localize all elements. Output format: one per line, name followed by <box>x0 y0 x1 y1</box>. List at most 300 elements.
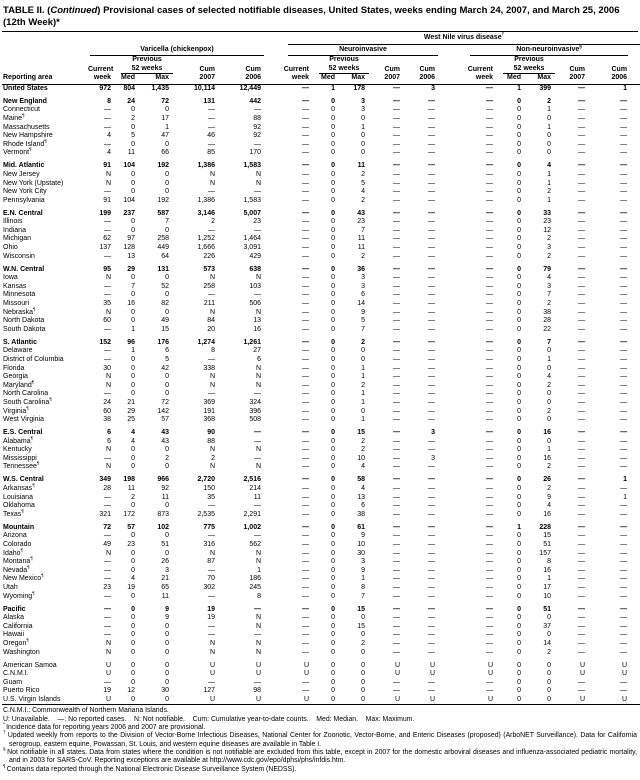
cell-value: 0 <box>517 493 521 501</box>
cell-value: — <box>302 300 309 307</box>
cell-value: 60 <box>103 317 111 325</box>
cell-value: — <box>428 463 435 471</box>
cell-value: — <box>620 106 628 114</box>
cell-value: — <box>393 631 400 639</box>
cell-value: — <box>578 244 585 252</box>
cell-reporting-area: Florida <box>3 364 25 372</box>
cell-value: — <box>578 639 585 647</box>
cell-value: 0 <box>361 631 365 639</box>
cell-value: — <box>393 209 400 217</box>
cell-value: 23 <box>103 583 111 591</box>
cell-value: — <box>486 97 493 105</box>
cell-value: 7 <box>165 218 169 226</box>
cell-value: 0 <box>331 614 335 622</box>
cell-value: 0 <box>331 454 335 462</box>
cell-value: 30 <box>161 687 169 695</box>
cell-value: 0 <box>517 575 521 583</box>
cell-value: N <box>255 463 261 471</box>
col-header-cum: Cum <box>611 65 628 73</box>
cell-value: 2 <box>361 252 365 260</box>
cell-value: 0 <box>517 463 521 471</box>
cell-value: 1 <box>361 575 365 583</box>
cell-value: — <box>393 592 400 600</box>
footnote-marker: † <box>3 730 8 736</box>
cell-value: — <box>428 583 435 591</box>
cell-value: — <box>620 583 628 591</box>
cell-value: — <box>208 123 215 131</box>
cell-value: — <box>578 454 585 462</box>
table-row <box>2 438 640 447</box>
cell-value: 5 <box>361 179 365 187</box>
cell-value: — <box>578 687 585 695</box>
table-row <box>2 390 640 399</box>
cell-value: 11 <box>357 162 365 170</box>
cell-value: — <box>486 282 493 290</box>
cell-value: 9 <box>547 493 551 501</box>
cell-value: — <box>486 592 493 600</box>
cell-value: — <box>254 429 261 437</box>
cell-value: U <box>622 670 628 678</box>
cell-value: — <box>486 114 493 122</box>
title-rest: ) Provisional cases of selected notifiable diseases, United States, weeks ending March 24, 2007, and March 25, 2006 (12th Week)* <box>3 5 620 28</box>
cell-value: 3,146 <box>197 209 215 217</box>
cell-reporting-area: Virginia¶ <box>3 405 29 415</box>
cell-value: 226 <box>203 252 215 260</box>
cell-value: 324 <box>249 398 261 406</box>
cell-value: 12,449 <box>239 84 261 92</box>
cell-value: — <box>393 416 400 424</box>
cell-value: 30 <box>357 549 365 557</box>
cell-value: — <box>620 123 628 131</box>
pilcrow-footnote-mark: ¶ <box>36 461 40 467</box>
cell-value: N <box>255 170 261 178</box>
cell-reporting-area: Arkansas¶ <box>3 482 35 493</box>
cell-value: — <box>428 300 435 307</box>
cell-value: U <box>429 695 435 703</box>
cell-value: 3 <box>431 84 435 92</box>
cell-value: 0 <box>165 549 169 557</box>
cell-value: 0 <box>517 170 521 178</box>
cell-value: 0 <box>131 390 135 398</box>
cell-value: 2 <box>361 338 365 346</box>
cell-value: N <box>209 373 215 381</box>
cell-value: — <box>620 226 628 234</box>
cell-reporting-area: Missouri <box>3 300 30 307</box>
cell-value: 9 <box>165 605 169 613</box>
cell-value: — <box>393 614 400 622</box>
cell-value: 0 <box>517 347 521 355</box>
col-header-cum: Cum <box>569 65 585 73</box>
cell-value: 0 <box>131 308 135 316</box>
cell-value: 1 <box>623 476 628 484</box>
cell-value: — <box>428 407 435 415</box>
cell-value: — <box>393 687 400 695</box>
cell-value: — <box>428 592 435 600</box>
cell-reporting-area: Georgia <box>3 373 28 381</box>
cell-value: — <box>428 265 435 273</box>
col-header-2007: 2007 <box>176 74 222 84</box>
cell-value: — <box>578 463 585 471</box>
cell-value: 2 <box>165 454 169 462</box>
cell-value: — <box>578 541 585 548</box>
cell-value: — <box>104 592 111 600</box>
cell-value: 0 <box>131 614 135 622</box>
cell-value: — <box>393 132 400 140</box>
table-row <box>2 606 640 615</box>
cell-value: 0 <box>361 648 365 656</box>
cell-value: 170 <box>249 149 261 157</box>
cell-value: — <box>393 274 400 282</box>
cell-value: — <box>254 226 261 234</box>
cell-value: 0 <box>517 235 521 243</box>
cell-value: 35 <box>103 300 111 307</box>
cell-value: 61 <box>357 523 365 531</box>
cell-value: — <box>302 575 309 583</box>
cell-value: — <box>104 282 111 290</box>
cell-value: — <box>393 639 400 647</box>
cell-value: 2 <box>547 463 551 471</box>
cell-value: 0 <box>517 407 521 415</box>
cell-reporting-area: Alabama¶ <box>3 435 34 445</box>
cell-value: 11 <box>357 235 365 243</box>
cell-value: — <box>428 170 435 178</box>
cell-value: — <box>620 605 628 613</box>
cell-value: — <box>393 252 400 260</box>
cell-value: 0 <box>331 390 335 398</box>
cell-value: N <box>105 308 111 316</box>
cell-value: 0 <box>361 149 365 157</box>
cell-value: — <box>393 325 400 333</box>
cell-value: 1 <box>361 390 365 398</box>
cell-value: 0 <box>517 209 521 217</box>
cell-value: 4 <box>361 485 365 493</box>
cell-value: — <box>302 446 309 454</box>
cell-value: — <box>620 614 628 622</box>
pilcrow-footnote-mark: ¶ <box>20 547 23 553</box>
cell-value: 1 <box>547 446 551 454</box>
cell-value: 0 <box>517 558 521 566</box>
cell-value: 10,114 <box>193 84 215 92</box>
cell-value: — <box>393 523 400 531</box>
cell-value: — <box>620 132 628 140</box>
cell-value: 0 <box>547 114 551 122</box>
cell-value: 0 <box>331 140 335 148</box>
cell-value: 16 <box>543 429 551 437</box>
cell-value: 0 <box>165 381 169 389</box>
cell-value: 0 <box>517 566 521 574</box>
cell-value: 192 <box>157 162 169 170</box>
cell-value: N <box>105 549 111 557</box>
cell-value: — <box>393 398 400 406</box>
cell-value: 0 <box>331 381 335 389</box>
cell-value: 2 <box>361 446 365 454</box>
cell-reporting-area: Delaware <box>3 347 33 355</box>
table-row <box>2 662 640 671</box>
cell-value: U <box>394 695 400 703</box>
cell-value: 0 <box>361 407 365 415</box>
cell-value: — <box>302 454 309 462</box>
cell-value: U <box>429 661 435 669</box>
cell-value: 192 <box>157 196 169 204</box>
cell-reporting-area: Hawaii <box>3 631 25 639</box>
title-continued: Continued <box>50 5 98 16</box>
table-row <box>2 382 640 391</box>
cell-value: 0 <box>331 347 335 355</box>
cell-value: 1 <box>547 170 551 178</box>
cell-value: — <box>393 338 400 346</box>
cell-value: 186 <box>249 575 261 583</box>
cell-value: 5,007 <box>243 209 261 217</box>
cell-reporting-area: Nevada¶ <box>3 564 30 574</box>
table-row <box>2 640 640 649</box>
cell-value: U <box>487 670 493 678</box>
cell-reporting-area: Wyoming¶ <box>3 590 35 600</box>
cell-value: — <box>104 558 111 566</box>
cell-value: U <box>255 695 261 703</box>
cell-value: — <box>393 364 400 372</box>
cell-value: — <box>486 188 493 196</box>
cell-reporting-area: Puerto Rico <box>3 687 40 695</box>
pilcrow-footnote-mark: ¶ <box>32 482 35 488</box>
cell-value: — <box>104 291 111 299</box>
header-row-upper <box>2 56 640 74</box>
cell-value: — <box>486 549 493 557</box>
cell-value: — <box>393 179 400 187</box>
cell-value: — <box>428 605 435 613</box>
cell-value: — <box>428 140 435 148</box>
cell-value: 0 <box>331 244 335 252</box>
cell-value: — <box>486 398 493 406</box>
cell-value: 7 <box>547 291 551 299</box>
cell-value: 0 <box>517 106 521 114</box>
cell-value: — <box>104 252 111 260</box>
cell-value: N <box>105 648 111 656</box>
cell-value: 0 <box>131 373 135 381</box>
cell-value: — <box>578 274 585 282</box>
cell-value: — <box>578 106 585 114</box>
cell-value: 12 <box>543 226 551 234</box>
pilcrow-footnote-mark: ¶ <box>44 138 47 144</box>
cell-value: 0 <box>517 291 521 299</box>
cell-value: 1,464 <box>243 235 261 243</box>
cell-reporting-area: E.N. Central <box>3 209 43 217</box>
cell-value: 0 <box>331 639 335 647</box>
table-row <box>2 227 640 236</box>
cell-value: 95 <box>103 265 111 273</box>
cell-value: 0 <box>517 132 521 140</box>
cell-value: 1 <box>257 566 261 574</box>
cell-value: — <box>393 510 400 518</box>
pilcrow-footnote-mark: ¶ <box>27 564 30 570</box>
cell-value: — <box>428 308 435 316</box>
cell-value: — <box>428 566 435 574</box>
cell-value: — <box>620 162 628 170</box>
cell-value: 0 <box>131 106 135 114</box>
cell-value: 87 <box>207 558 215 566</box>
cell-value: — <box>620 437 628 445</box>
cell-reporting-area: Texas¶ <box>3 508 24 518</box>
cell-value: 0 <box>331 523 335 531</box>
cell-value: N <box>209 274 215 282</box>
cell-reporting-area: New York City <box>3 188 47 196</box>
footnote: * Incidence data for reporting years 2006 and 2007 are provisional. <box>3 721 206 732</box>
col-header-current: Current <box>467 65 493 73</box>
cell-value: 0 <box>331 196 335 204</box>
cell-value: — <box>578 123 585 131</box>
cell-value: — <box>302 463 309 471</box>
cell-value: N <box>255 549 261 557</box>
cell-value: — <box>302 325 309 333</box>
cell-value: 0 <box>331 670 335 678</box>
cell-value: 338 <box>203 364 215 372</box>
header-row-groups <box>2 45 640 57</box>
cell-value: 573 <box>203 265 215 273</box>
cell-value: — <box>428 132 435 140</box>
cell-value: 0 <box>131 622 135 630</box>
group-neuroinvasive <box>268 45 442 57</box>
col-header-week: week <box>442 74 500 84</box>
cell-value: 1,252 <box>197 235 215 243</box>
cell-reporting-area: Alaska <box>3 614 25 622</box>
cell-value: 0 <box>331 274 335 282</box>
cell-value: — <box>620 549 628 557</box>
cell-value: — <box>486 381 493 389</box>
cell-value: — <box>578 252 585 260</box>
cell-value: 2 <box>547 485 551 493</box>
cell-value: 0 <box>517 244 521 252</box>
cell-value: 0 <box>517 583 521 591</box>
table-row <box>2 339 640 348</box>
footnotes <box>2 707 638 773</box>
cell-value: 11 <box>161 493 169 501</box>
cell-reporting-area: Iowa <box>3 274 18 282</box>
cell-value: — <box>486 265 493 273</box>
cell-value: — <box>302 407 309 415</box>
cell-value: — <box>620 454 628 462</box>
cell-value: 1 <box>361 123 365 131</box>
cell-value: 0 <box>517 695 521 703</box>
cell-value: 258 <box>203 282 215 290</box>
cell-value: 442 <box>249 97 261 105</box>
col-header-current: Current <box>88 65 114 73</box>
cell-value: 0 <box>331 502 335 510</box>
cell-value: N <box>209 648 215 656</box>
cell-value: 4 <box>361 188 365 196</box>
cell-value: 0 <box>517 549 521 557</box>
cell-value: — <box>620 291 628 299</box>
cell-reporting-area: Nebraska¶ <box>3 306 36 316</box>
cell-value: 2 <box>547 188 551 196</box>
cell-value: 0 <box>131 170 135 178</box>
cell-value: — <box>208 622 215 630</box>
cell-value: 29 <box>127 265 135 273</box>
col-header-max: Max <box>342 74 372 84</box>
cell-value: — <box>620 244 628 252</box>
cell-value: N <box>255 179 261 187</box>
cell-value: — <box>578 566 585 574</box>
cell-value: 88 <box>253 114 261 122</box>
cell-value: — <box>393 265 400 273</box>
cell-value: 0 <box>131 446 135 454</box>
cell-value: 16 <box>543 510 551 518</box>
cell-value: U <box>622 695 628 703</box>
cell-value: 0 <box>331 291 335 299</box>
cell-value: 1 <box>547 123 551 131</box>
cell-value: 873 <box>157 510 169 518</box>
cell-value: 972 <box>99 84 111 92</box>
col-header-previous-52-weeks: Previous 52 weeks <box>316 56 372 74</box>
cell-value: — <box>302 510 309 518</box>
cell-value: 1,386 <box>197 162 215 170</box>
cell-value: — <box>486 510 493 518</box>
cell-reporting-area: Maryland¶ <box>3 379 35 389</box>
cell-value: — <box>578 502 585 510</box>
cell-value: — <box>393 300 400 307</box>
cell-value: — <box>208 592 215 600</box>
table-row <box>2 511 640 520</box>
cell-value: 0 <box>331 463 335 471</box>
cell-value: — <box>620 347 628 355</box>
cell-value: 57 <box>127 523 135 531</box>
cell-reporting-area: New England <box>3 97 47 105</box>
cell-value: 2 <box>211 218 215 226</box>
cell-value: 0 <box>331 338 335 346</box>
pilcrow-footnote-mark: ¶ <box>30 555 33 561</box>
cell-value: — <box>302 583 309 591</box>
cell-value: — <box>302 398 309 406</box>
cell-value: — <box>578 97 585 105</box>
cell-value: — <box>428 639 435 647</box>
cell-value: — <box>486 274 493 282</box>
cell-reporting-area: West Virginia <box>3 416 44 424</box>
cell-value: 0 <box>131 592 135 600</box>
table-row <box>2 283 640 292</box>
cell-value: — <box>620 209 628 217</box>
cell-value: — <box>578 300 585 307</box>
cell-value: 0 <box>517 476 521 484</box>
cell-value: 26 <box>543 476 551 484</box>
cell-value: — <box>486 196 493 204</box>
cell-value: 0 <box>131 648 135 656</box>
cell-value: — <box>393 226 400 234</box>
cell-value: 0 <box>517 510 521 518</box>
table-row <box>2 567 640 576</box>
cell-value: 72 <box>103 523 111 531</box>
cell-value: — <box>428 355 435 363</box>
cell-value: — <box>486 140 493 148</box>
cell-value: — <box>302 639 309 647</box>
cell-value: N <box>255 381 261 389</box>
cell-value: — <box>428 196 435 204</box>
cell-value: — <box>620 622 628 630</box>
cell-value: — <box>302 252 309 260</box>
cell-value: — <box>578 407 585 415</box>
cell-reporting-area: Montana¶ <box>3 555 33 566</box>
cell-value: — <box>486 622 493 630</box>
table-row <box>2 399 640 408</box>
cell-value: — <box>208 631 215 639</box>
cell-value: — <box>620 541 628 548</box>
cell-value: — <box>393 575 400 583</box>
cell-value: 20 <box>207 325 215 333</box>
cell-value: — <box>428 252 435 260</box>
cell-value: — <box>578 575 585 583</box>
cell-value: 4 <box>547 274 551 282</box>
cell-value: 0 <box>361 140 365 148</box>
cell-reporting-area: Massachusetts <box>3 123 50 131</box>
pilcrow-footnote-mark: ¶ <box>22 112 25 118</box>
cell-value: — <box>578 390 585 398</box>
